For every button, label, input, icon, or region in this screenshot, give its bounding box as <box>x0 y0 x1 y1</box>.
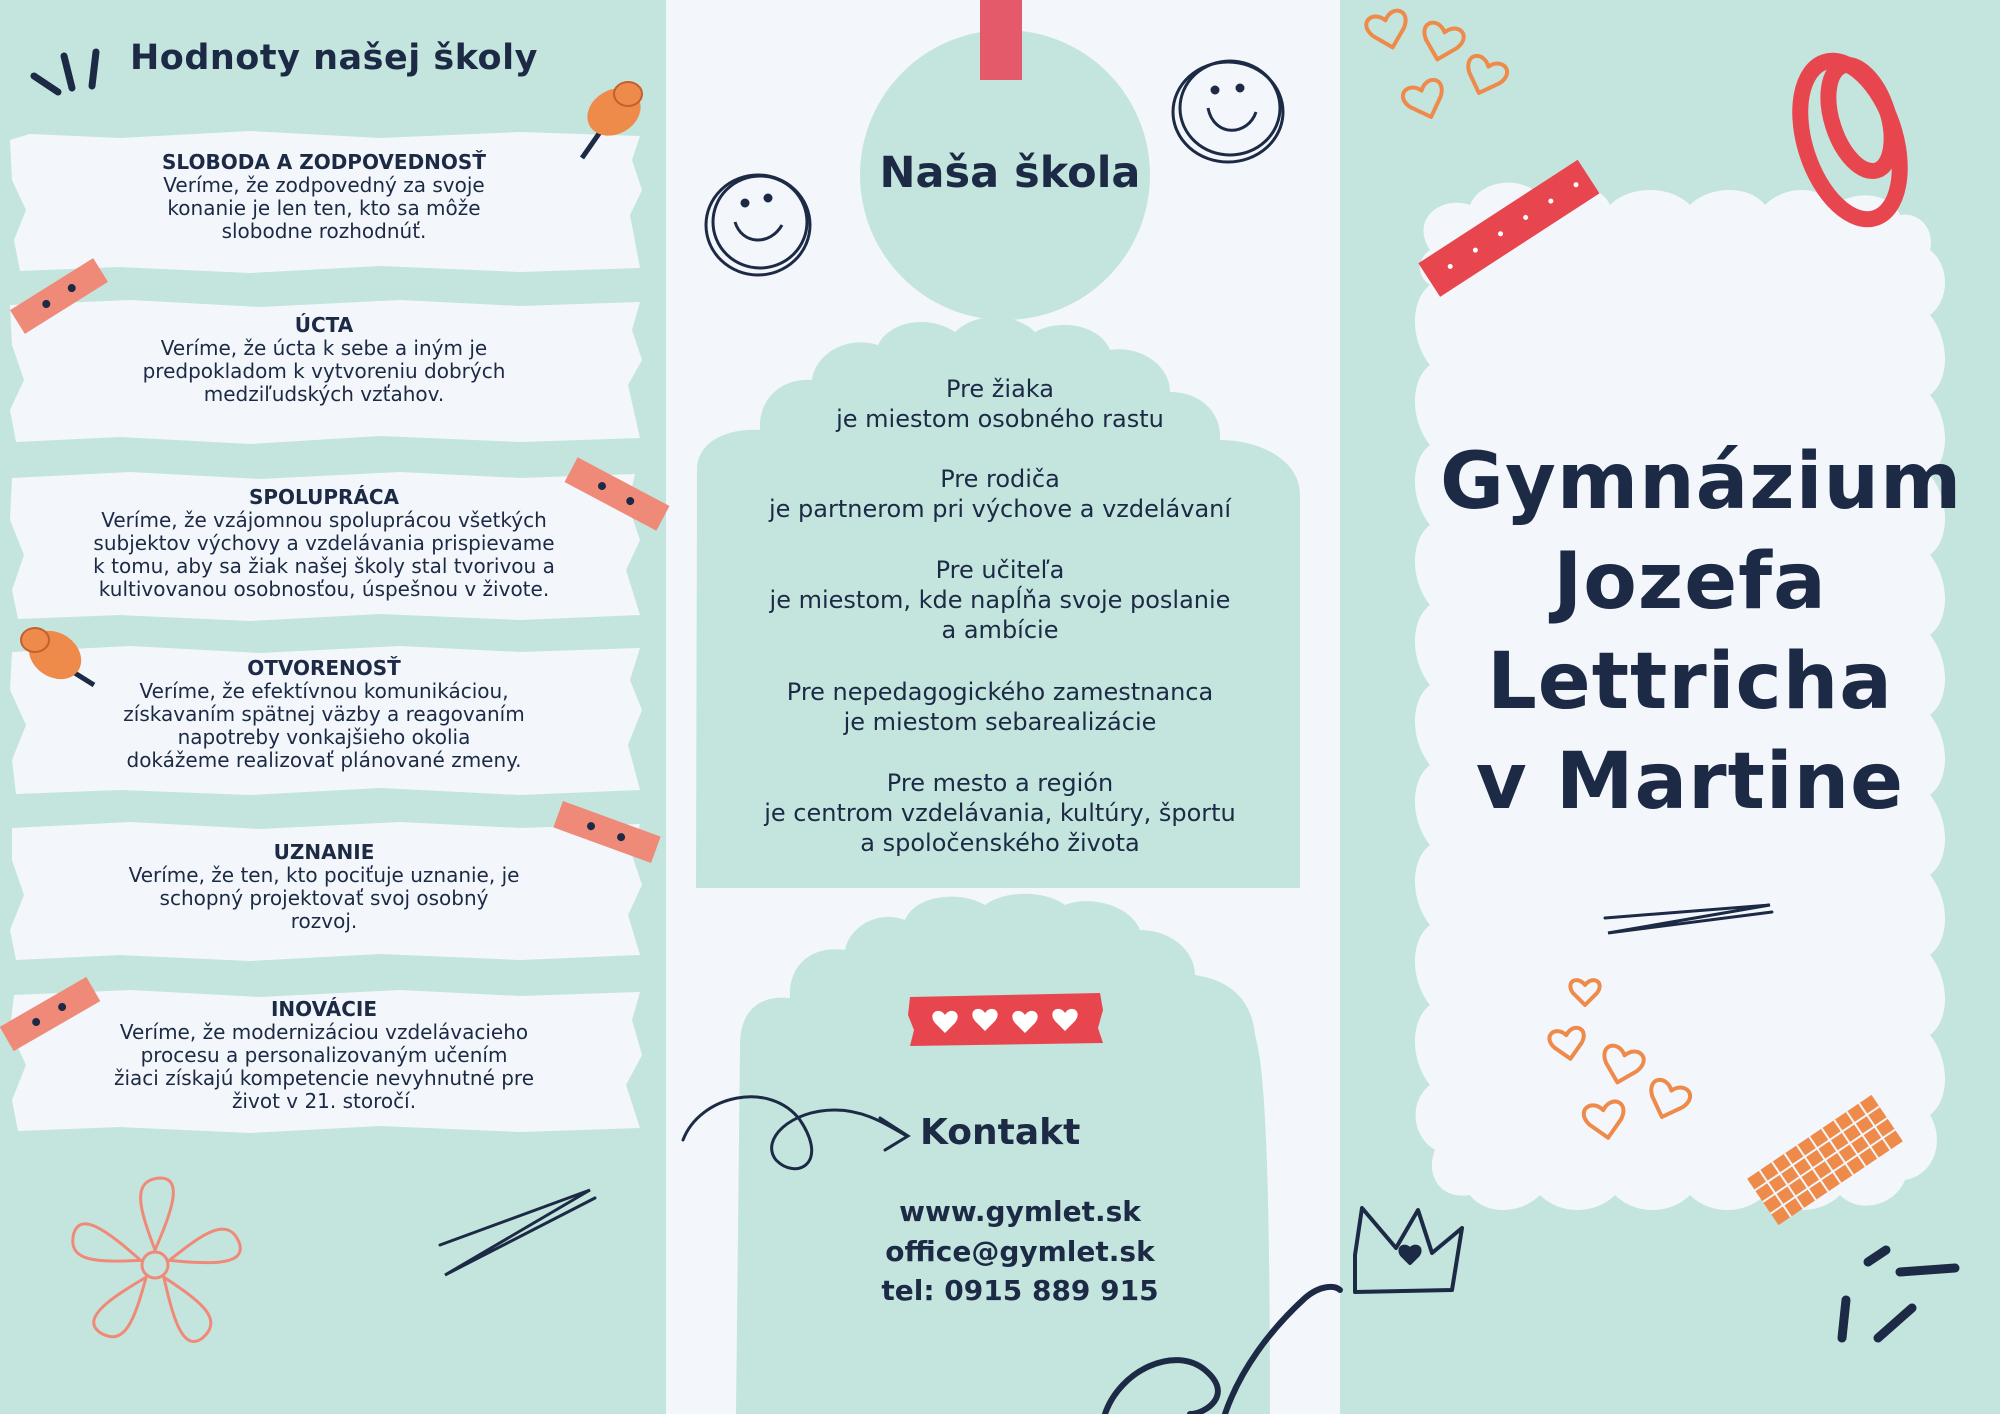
line-doodle <box>440 1190 595 1275</box>
value-card <box>14 150 634 243</box>
role-text: je miestom osobného rastu <box>836 405 1164 433</box>
value-text: žiaci získajú kompetencie nevyhnutné pre <box>113 1066 535 1090</box>
value-text: Veríme, že efektívnou komunikáciou, <box>139 679 509 703</box>
role-text: je centrom vzdelávania, kultúry, športu <box>764 799 1236 827</box>
value-card <box>14 840 634 933</box>
role-text: a spoločenského života <box>860 829 1140 857</box>
smiley-doodle <box>706 175 810 275</box>
role-block <box>700 555 1300 645</box>
school-name <box>1440 432 1963 832</box>
role-title: Pre mesto a región <box>886 769 1114 797</box>
value-text: medziľudských vzťahov. <box>203 382 445 406</box>
value-text: subjektov výchovy a vzdelávania prispievame <box>93 531 555 555</box>
contact-phone[interactable]: tel: 0915 889 915 <box>881 1274 1159 1307</box>
school-heading: Naša škola <box>879 148 1141 198</box>
value-text: Veríme, že ten, kto pociťuje uznanie, je <box>128 863 520 887</box>
role-block <box>700 374 1300 434</box>
values-heading: Hodnoty našej školy <box>130 38 538 78</box>
value-text: Veríme, že vzájomnou spoluprácou všetkých <box>101 508 547 532</box>
value-text: rozvoj. <box>290 909 358 933</box>
contact-website-link[interactable]: www.gymlet.sk <box>899 1195 1141 1228</box>
value-text: získavaním spätnej väzby a reagovaním <box>123 702 525 726</box>
value-text: život v 21. storočí. <box>231 1089 417 1113</box>
school-name-line: Lettricha <box>1487 637 1893 727</box>
value-text: schopný projektovať svoj osobný <box>159 886 489 910</box>
smiley-doodle <box>1173 61 1283 162</box>
school-name-line: Jozefa <box>1553 537 1827 627</box>
role-text: je partnerom pri výchove a vzdelávaní <box>768 495 1232 523</box>
accent-strokes <box>1842 1250 1955 1338</box>
contact-email-link[interactable]: office@gymlet.sk <box>885 1235 1155 1268</box>
role-text: je miestom, kde napĺňa svoje poslanie <box>769 586 1231 614</box>
value-title: ÚCTA <box>294 313 354 337</box>
flower-doodle <box>68 1178 244 1346</box>
value-text: dokážeme realizovať plánované zmeny. <box>126 748 522 772</box>
crown-doodle <box>1355 1208 1462 1292</box>
value-card <box>14 313 634 406</box>
tape-strip <box>980 0 1022 80</box>
value-text: kultivovanou osobnosťou, úspešnou v živote. <box>98 577 550 601</box>
school-name-line: v Martine <box>1475 737 1905 827</box>
value-text: Veríme, že úcta k sebe a iným je <box>160 336 488 360</box>
value-text: konanie je len ten, kto sa môže <box>167 196 481 220</box>
value-card <box>14 656 634 772</box>
role-title: Pre rodiča <box>940 465 1060 493</box>
role-block <box>700 768 1300 858</box>
role-title: Pre učiteľa <box>935 556 1065 584</box>
value-text: Veríme, že zodpovedný za svoje <box>163 173 485 197</box>
role-text: a ambície <box>941 616 1059 644</box>
value-card <box>14 485 634 601</box>
school-name-line: Gymnázium <box>1440 437 1963 527</box>
value-title: SLOBODA A ZODPOVEDNOSŤ <box>162 150 486 174</box>
accent-strokes <box>34 52 96 92</box>
value-text: Veríme, že modernizáciou vzdelávacieho <box>119 1020 529 1044</box>
value-text: k tomu, aby sa žiak našej školy stal tvorivou a <box>93 554 555 578</box>
role-block <box>700 677 1300 737</box>
value-card <box>14 997 634 1113</box>
value-text: napotreby vonkajšieho okolia <box>177 725 471 749</box>
value-text: procesu a personalizovaným učením <box>140 1043 508 1067</box>
value-text: slobodne rozhodnúť. <box>221 219 427 243</box>
role-text: je miestom sebarealizácie <box>843 708 1157 736</box>
value-title: OTVORENOSŤ <box>247 656 401 680</box>
value-title: INOVÁCIE <box>270 997 378 1021</box>
value-text: predpokladom k vytvoreniu dobrých <box>142 359 506 383</box>
role-title: Pre nepedagogického zamestnanca <box>786 678 1214 706</box>
value-title: UZNANIE <box>273 840 375 864</box>
role-title: Pre žiaka <box>946 375 1054 403</box>
role-block <box>700 464 1300 524</box>
heart-tape <box>908 993 1103 1046</box>
contact-cloud <box>736 894 1270 1414</box>
value-title: SPOLUPRÁCA <box>248 485 400 509</box>
contact-heading: Kontakt <box>920 1112 1081 1153</box>
